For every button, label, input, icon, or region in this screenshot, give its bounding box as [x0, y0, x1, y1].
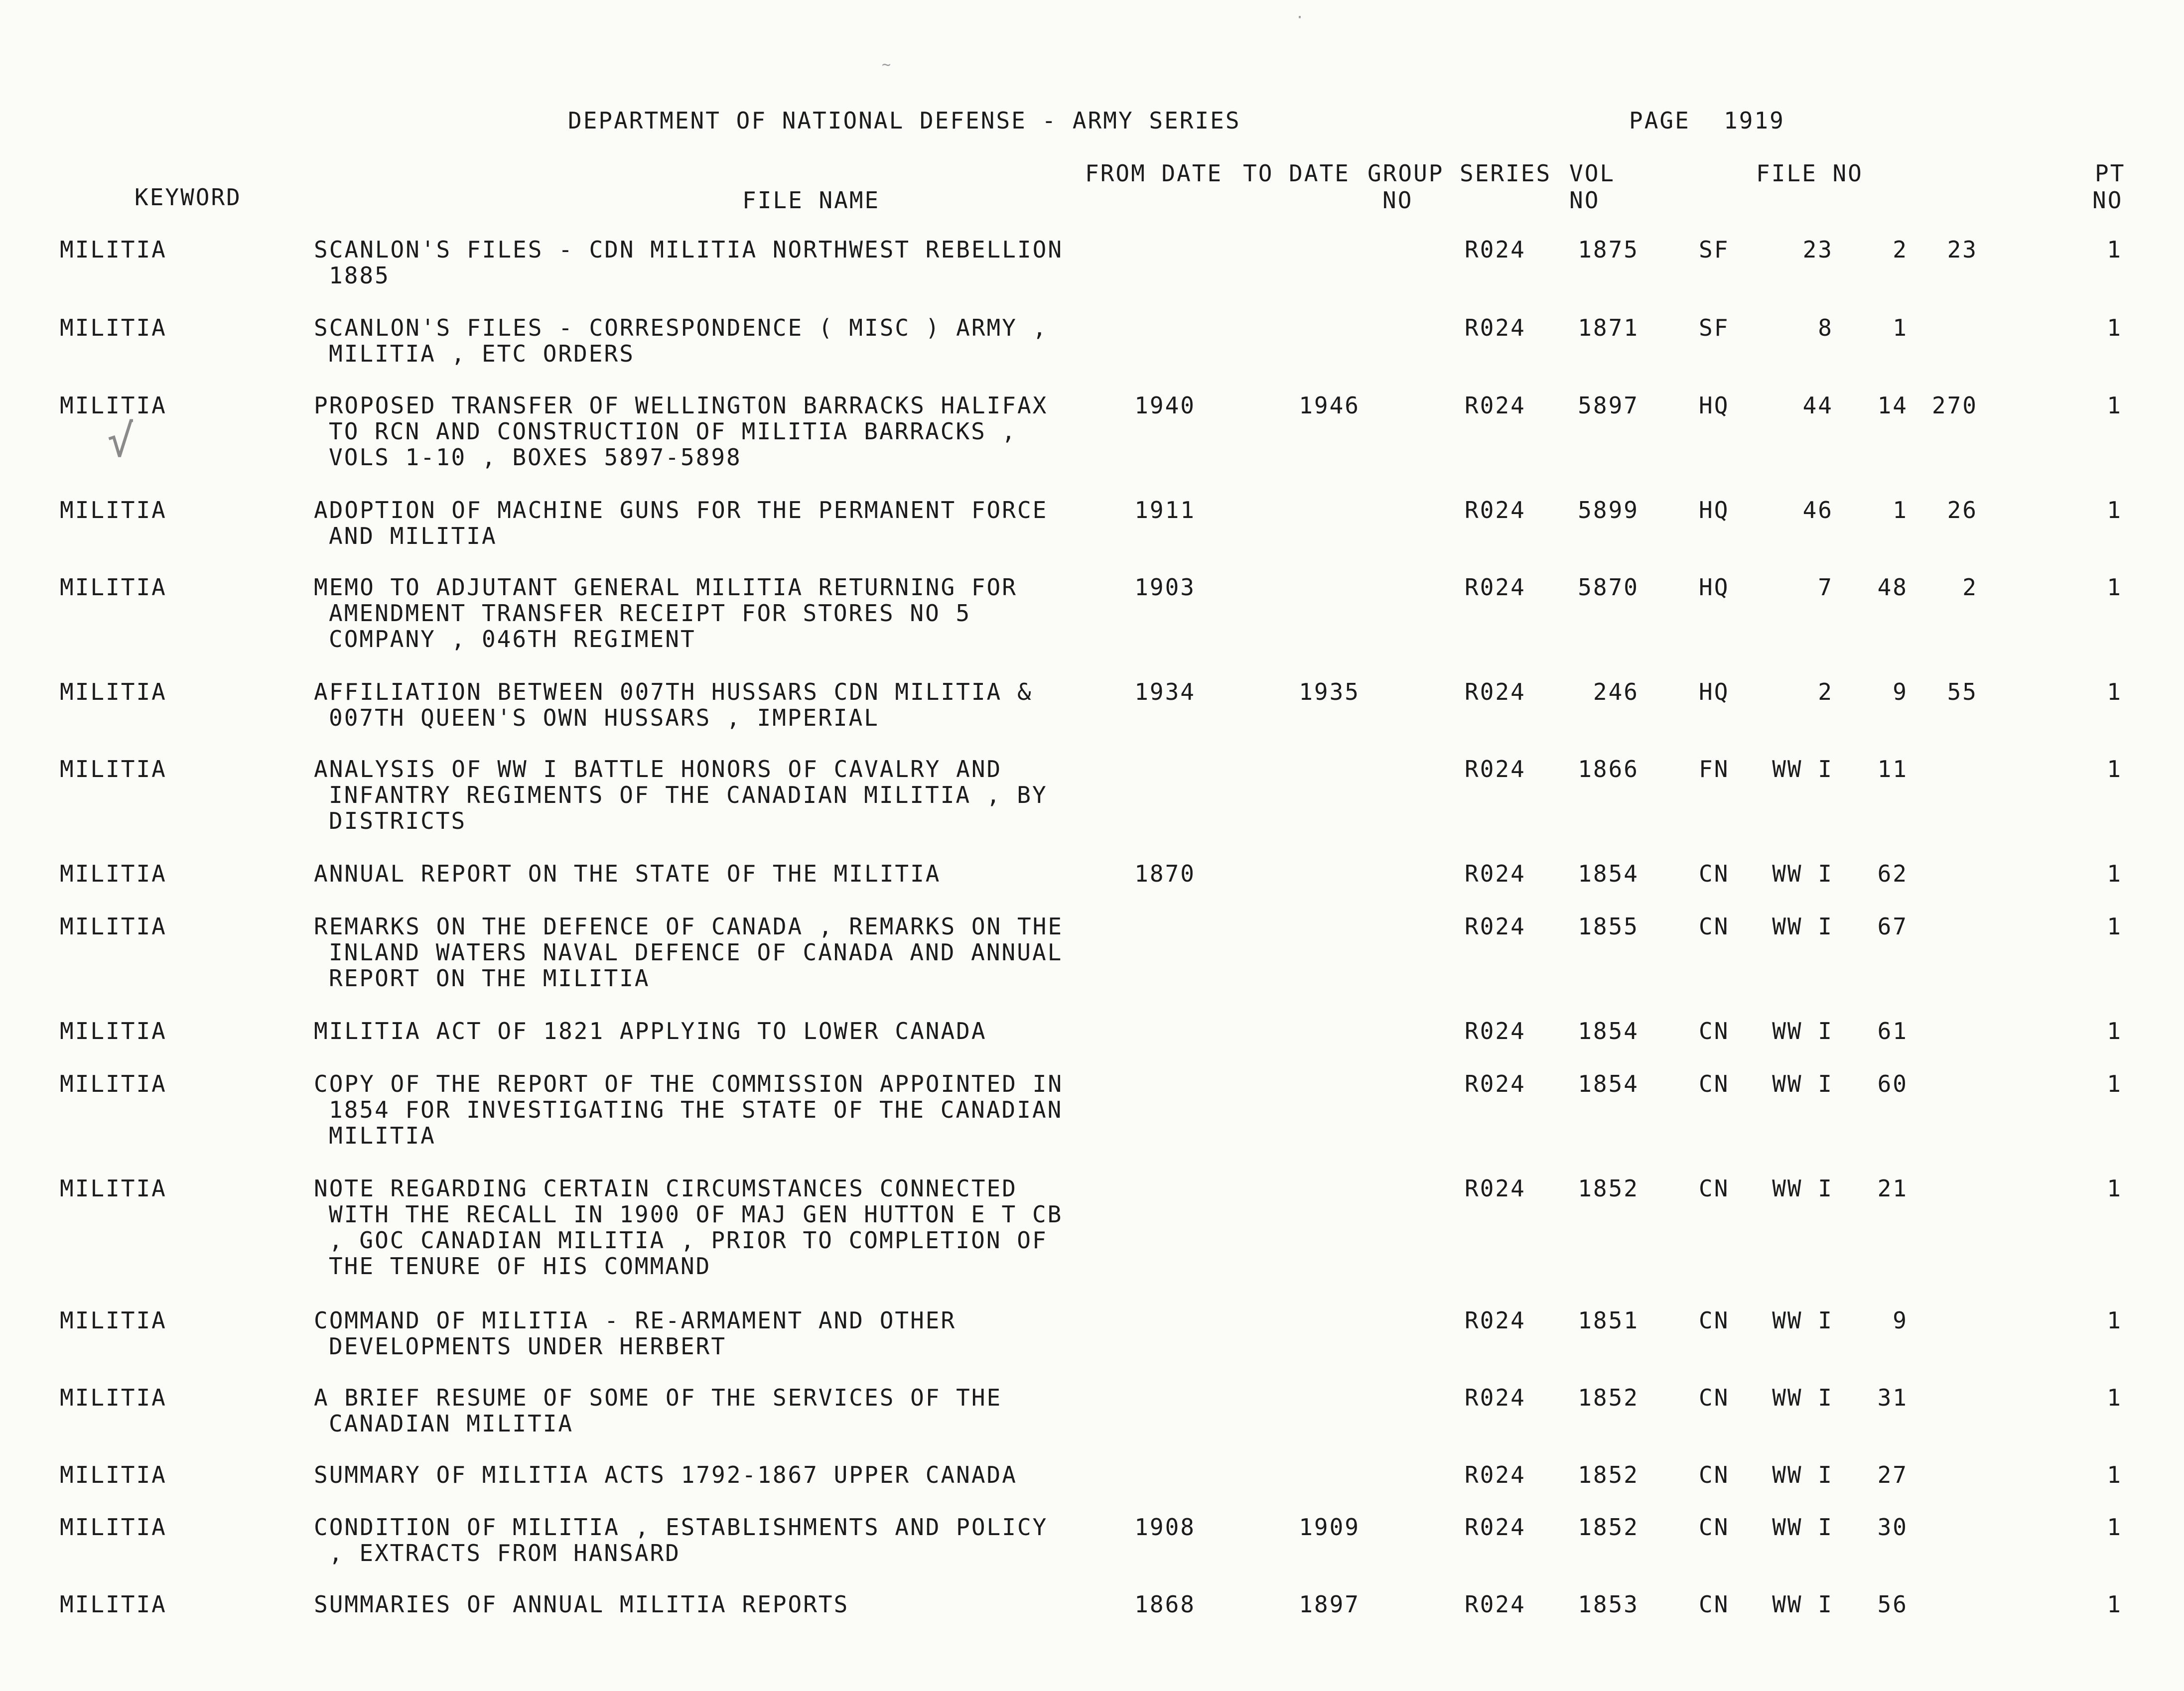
page-label: PAGE: [1629, 107, 1690, 134]
record-file-no-2: 44: [1802, 392, 1833, 419]
record-file-name-line: 1885: [329, 262, 390, 289]
record-file-no-2: 8: [1818, 314, 1833, 341]
record-file-name-line: SUMMARIES OF ANNUAL MILITIA REPORTS: [314, 1591, 849, 1618]
record-keyword: MILITIA: [60, 1175, 167, 1202]
record-series: R024: [1465, 1070, 1526, 1097]
record-file-no-1: CN: [1699, 1461, 1730, 1488]
record-file-no-1: HQ: [1699, 497, 1730, 523]
record-file-name-line: MEMO TO ADJUTANT GENERAL MILITIA RETURNING FOR: [314, 574, 1017, 601]
record-pt-no: 1: [2107, 1175, 2122, 1202]
record-vol-no: 1871: [1578, 314, 1639, 341]
record-keyword: MILITIA: [60, 1591, 167, 1618]
record-file-name-line: AFFILIATION BETWEEN 007TH HUSSARS CDN MILITIA &: [314, 678, 1033, 705]
record-file-no-2: WW I: [1772, 756, 1833, 782]
record-series: R024: [1465, 678, 1526, 705]
record-pt-no: 1: [2107, 860, 2122, 887]
record-file-name: [314, 1307, 956, 1359]
record-file-name: [314, 756, 1048, 834]
record-file-name-line: 007TH QUEEN'S OWN HUSSARS , IMPERIAL: [329, 704, 879, 731]
record-file-name-line: WITH THE RECALL IN 1900 OF MAJ GEN HUTTON E T CB: [329, 1201, 1063, 1228]
record-file-name-line: MILITIA ACT OF 1821 APPLYING TO LOWER CANADA: [314, 1018, 987, 1044]
record-file-name: [314, 1385, 1002, 1436]
record-file-no-3: 62: [1877, 860, 1908, 887]
table-row: [0, 913, 2184, 1013]
col-header-from-date: FROM DATE: [1085, 160, 1223, 187]
record-series: R024: [1465, 1175, 1526, 1202]
record-series: R024: [1465, 756, 1526, 782]
record-keyword: MILITIA: [60, 1514, 167, 1541]
record-file-name-line: PROPOSED TRANSFER OF WELLINGTON BARRACKS HALIFAX: [314, 392, 1048, 419]
col-header-file-no: FILE NO: [1756, 160, 1863, 187]
record-file-no-3: 60: [1877, 1070, 1908, 1097]
record-file-no-2: WW I: [1772, 1461, 1833, 1488]
record-file-name-line: DEVELOPMENTS UNDER HERBERT: [329, 1333, 727, 1360]
record-file-no-4: 23: [1947, 236, 1978, 263]
record-file-no-2: 23: [1802, 236, 1833, 263]
record-file-no-1: CN: [1699, 1307, 1730, 1334]
record-file-no-3: 14: [1877, 392, 1908, 419]
record-file-no-1: CN: [1699, 860, 1730, 887]
record-file-no-2: WW I: [1772, 1514, 1833, 1541]
record-pt-no: 1: [2107, 913, 2122, 940]
record-file-no-3: 1: [1893, 314, 1908, 341]
record-file-no-2: 46: [1802, 497, 1833, 523]
record-file-name-line: SCANLON'S FILES - CORRESPONDENCE ( MISC ) ARMY ,: [314, 314, 1048, 341]
record-to-date: 1935: [1299, 678, 1360, 705]
table-row: [0, 1591, 2184, 1691]
record-series: R024: [1465, 860, 1526, 887]
record-file-no-3: 56: [1877, 1591, 1908, 1618]
record-file-no-2: WW I: [1772, 1070, 1833, 1097]
record-keyword: MILITIA: [60, 236, 167, 263]
record-file-name-line: THE TENURE OF HIS COMMAND: [329, 1253, 711, 1280]
record-vol-no: 1855: [1578, 913, 1639, 940]
record-file-name: [314, 392, 1048, 470]
record-file-name-line: INLAND WATERS NAVAL DEFENCE OF CANADA AND ANNUAL: [329, 939, 1063, 966]
page-number: 1919: [1724, 107, 1785, 134]
record-series: R024: [1465, 1461, 1526, 1488]
record-vol-no: 1853: [1578, 1591, 1639, 1618]
col-header-vol-no: NO: [1569, 187, 1600, 214]
record-from-date: 1908: [1134, 1514, 1196, 1541]
record-file-name-line: CONDITION OF MILITIA , ESTABLISHMENTS AND POLICY: [314, 1514, 1048, 1541]
record-vol-no: 5897: [1578, 392, 1639, 419]
record-keyword: MILITIA: [60, 860, 167, 887]
record-vol-no: 246: [1593, 678, 1639, 705]
record-file-name: [314, 1591, 849, 1617]
record-series: R024: [1465, 497, 1526, 523]
record-keyword: MILITIA: [60, 392, 167, 419]
record-pt-no: 1: [2107, 1461, 2122, 1488]
record-keyword: MILITIA: [60, 1461, 167, 1488]
record-file-no-2: WW I: [1772, 1307, 1833, 1334]
record-keyword: MILITIA: [60, 1307, 167, 1334]
col-header-keyword: KEYWORD: [135, 184, 242, 211]
record-series: R024: [1465, 236, 1526, 263]
record-file-no-3: 61: [1877, 1018, 1908, 1044]
record-file-name-line: COMMAND OF MILITIA - RE-ARMAMENT AND OTHER: [314, 1307, 956, 1334]
record-vol-no: 1852: [1578, 1461, 1639, 1488]
record-pt-no: 1: [2107, 756, 2122, 782]
record-vol-no: 1852: [1578, 1175, 1639, 1202]
record-keyword: MILITIA: [60, 756, 167, 782]
table-row: [0, 574, 2184, 674]
record-pt-no: 1: [2107, 678, 2122, 705]
record-file-no-1: CN: [1699, 1175, 1730, 1202]
record-file-no-1: CN: [1699, 913, 1730, 940]
record-keyword: MILITIA: [60, 913, 167, 940]
record-file-no-2: WW I: [1772, 913, 1833, 940]
record-from-date: 1911: [1134, 497, 1196, 523]
col-header-group: GROUP: [1367, 160, 1444, 187]
record-series: R024: [1465, 1591, 1526, 1618]
record-pt-no: 1: [2107, 574, 2122, 601]
table-row: [0, 1071, 2184, 1171]
col-header-to-date: TO DATE: [1243, 160, 1350, 187]
record-keyword: MILITIA: [60, 1070, 167, 1097]
record-file-no-3: 48: [1877, 574, 1908, 601]
record-file-name: [314, 1071, 1063, 1149]
record-vol-no: 1851: [1578, 1307, 1639, 1334]
record-vol-no: 1854: [1578, 1018, 1639, 1044]
scan-mark: ~: [882, 56, 893, 74]
record-file-no-3: 31: [1877, 1384, 1908, 1411]
record-series: R024: [1465, 392, 1526, 419]
record-keyword: MILITIA: [60, 1018, 167, 1044]
record-file-name-line: CANADIAN MILITIA: [329, 1410, 574, 1437]
record-series: R024: [1465, 1018, 1526, 1044]
col-header-group-no: NO: [1382, 187, 1413, 214]
record-file-no-2: WW I: [1772, 1175, 1833, 1202]
record-file-no-3: 9: [1893, 1307, 1908, 1334]
record-file-name-line: REMARKS ON THE DEFENCE OF CANADA , REMARKS ON THE: [314, 913, 1064, 940]
record-file-name-line: INFANTRY REGIMENTS OF THE CANADIAN MILITIA , BY: [329, 781, 1048, 808]
record-file-no-1: HQ: [1699, 574, 1730, 601]
record-series: R024: [1465, 1307, 1526, 1334]
record-file-name-line: ADOPTION OF MACHINE GUNS FOR THE PERMANENT FORCE: [314, 497, 1048, 523]
record-file-no-1: CN: [1699, 1514, 1730, 1541]
record-file-name-line: 1854 FOR INVESTIGATING THE STATE OF THE CANADIAN: [329, 1096, 1063, 1123]
record-file-no-3: 2: [1893, 236, 1908, 263]
col-header-series: SERIES: [1460, 160, 1552, 187]
record-file-name: [314, 574, 1017, 652]
record-file-no-1: SF: [1699, 314, 1730, 341]
record-to-date: 1897: [1299, 1591, 1360, 1618]
col-header-file-name: FILE NAME: [742, 187, 880, 214]
record-file-name: [314, 315, 1048, 367]
record-pt-no: 1: [2107, 1591, 2122, 1618]
record-file-name-line: VOLS 1-10 , BOXES 5897-5898: [329, 444, 742, 471]
record-vol-no: 5899: [1578, 497, 1639, 523]
record-pt-no: 1: [2107, 1307, 2122, 1334]
record-file-name-line: , EXTRACTS FROM HANSARD: [329, 1540, 681, 1566]
record-file-name-line: A BRIEF RESUME OF SOME OF THE SERVICES OF THE: [314, 1384, 1002, 1411]
record-file-no-2: WW I: [1772, 1018, 1833, 1044]
record-file-no-3: 27: [1877, 1461, 1908, 1488]
record-pt-no: 1: [2107, 1384, 2122, 1411]
record-file-name-line: TO RCN AND CONSTRUCTION OF MILITIA BARRACKS ,: [329, 418, 1017, 445]
record-file-name-line: REPORT ON THE MILITIA: [329, 965, 650, 992]
record-from-date: 1868: [1134, 1591, 1196, 1618]
record-file-name: [314, 679, 1033, 731]
record-vol-no: 5870: [1578, 574, 1639, 601]
record-file-no-1: SF: [1699, 236, 1730, 263]
record-file-name-line: DISTRICTS: [329, 807, 467, 834]
record-file-no-4: 270: [1931, 392, 1978, 419]
record-series: R024: [1465, 574, 1526, 601]
record-to-date: 1909: [1299, 1514, 1360, 1541]
record-file-name-line: COPY OF THE REPORT OF THE COMMISSION APPOINTED IN: [314, 1070, 1064, 1097]
record-file-name-line: AMENDMENT TRANSFER RECEIPT FOR STORES NO 5: [329, 600, 971, 627]
record-keyword: MILITIA: [60, 574, 167, 601]
table-row: [0, 1175, 2184, 1280]
record-vol-no: 1852: [1578, 1514, 1639, 1541]
record-file-no-3: 9: [1893, 678, 1908, 705]
record-file-name-line: , GOC CANADIAN MILITIA , PRIOR TO COMPLETION OF: [329, 1227, 1048, 1254]
record-series: R024: [1465, 1514, 1526, 1541]
record-file-name: [314, 1018, 987, 1044]
record-series: R024: [1465, 314, 1526, 341]
col-header-pt: PT: [2095, 160, 2126, 187]
record-file-no-3: 11: [1877, 756, 1908, 782]
record-file-name: [314, 861, 941, 887]
record-file-name-line: COMPANY , 046TH REGIMENT: [329, 626, 696, 652]
record-pt-no: 1: [2107, 1070, 2122, 1097]
record-pt-no: 1: [2107, 497, 2122, 523]
col-header-vol: VOL: [1569, 160, 1616, 187]
record-file-no-1: FN: [1699, 756, 1730, 782]
table-row: [0, 756, 2184, 856]
record-keyword: MILITIA: [60, 497, 167, 523]
scan-mark: ·: [1295, 9, 1306, 26]
record-file-no-1: HQ: [1699, 678, 1730, 705]
record-file-no-3: 67: [1877, 913, 1908, 940]
record-file-name: [314, 1514, 1048, 1566]
table-row: [0, 392, 2184, 492]
record-file-name-line: AND MILITIA: [329, 522, 497, 549]
record-vol-no: 1852: [1578, 1384, 1639, 1411]
record-file-name: [314, 497, 1048, 549]
record-file-name: [314, 913, 1063, 991]
record-file-name-line: SCANLON'S FILES - CDN MILITIA NORTHWEST REBELLION: [314, 236, 1064, 263]
record-vol-no: 1854: [1578, 1070, 1639, 1097]
record-from-date: 1903: [1134, 574, 1196, 601]
record-file-no-1: CN: [1699, 1018, 1730, 1044]
record-keyword: MILITIA: [60, 678, 167, 705]
record-pt-no: 1: [2107, 314, 2122, 341]
record-file-no-2: WW I: [1772, 1384, 1833, 1411]
checkmark-icon: √: [107, 415, 136, 467]
record-vol-no: 1866: [1578, 756, 1639, 782]
record-file-no-1: CN: [1699, 1070, 1730, 1097]
page-title: DEPARTMENT OF NATIONAL DEFENSE - ARMY SERIES: [568, 107, 1241, 134]
record-file-no-1: CN: [1699, 1384, 1730, 1411]
record-file-no-1: CN: [1699, 1591, 1730, 1618]
record-file-no-4: 55: [1947, 678, 1978, 705]
record-pt-no: 1: [2107, 392, 2122, 419]
record-file-name-line: MILITIA: [329, 1122, 436, 1149]
record-keyword: MILITIA: [60, 1384, 167, 1411]
record-file-name: [314, 237, 1063, 288]
record-pt-no: 1: [2107, 1018, 2122, 1044]
record-file-no-2: 2: [1818, 678, 1833, 705]
record-to-date: 1946: [1299, 392, 1360, 419]
record-file-no-3: 1: [1893, 497, 1908, 523]
record-file-no-2: WW I: [1772, 860, 1833, 887]
record-file-name-line: MILITIA , ETC ORDERS: [329, 340, 635, 367]
record-file-name: [314, 1175, 1063, 1279]
record-pt-no: 1: [2107, 236, 2122, 263]
record-file-no-3: 21: [1877, 1175, 1908, 1202]
record-file-name: [314, 1462, 1017, 1488]
record-from-date: 1940: [1134, 392, 1196, 419]
col-header-pt-no: NO: [2092, 187, 2123, 214]
record-file-no-2: WW I: [1772, 1591, 1833, 1618]
record-file-name-line: ANALYSIS OF WW I BATTLE HONORS OF CAVALRY AND: [314, 756, 1002, 782]
record-file-name-line: ANNUAL REPORT ON THE STATE OF THE MILITIA: [314, 860, 941, 887]
record-file-no-4: 26: [1947, 497, 1978, 523]
record-vol-no: 1854: [1578, 860, 1639, 887]
record-file-name-line: SUMMARY OF MILITIA ACTS 1792-1867 UPPER CANADA: [314, 1461, 1017, 1488]
record-file-name-line: NOTE REGARDING CERTAIN CIRCUMSTANCES CONNECTED: [314, 1175, 1017, 1202]
record-pt-no: 1: [2107, 1514, 2122, 1541]
record-file-no-4: 2: [1962, 574, 1978, 601]
record-series: R024: [1465, 1384, 1526, 1411]
record-vol-no: 1875: [1578, 236, 1639, 263]
record-from-date: 1870: [1134, 860, 1196, 887]
record-from-date: 1934: [1134, 678, 1196, 705]
record-series: R024: [1465, 913, 1526, 940]
record-file-no-1: HQ: [1699, 392, 1730, 419]
record-file-no-3: 30: [1877, 1514, 1908, 1541]
record-file-no-2: 7: [1818, 574, 1833, 601]
record-keyword: MILITIA: [60, 314, 167, 341]
